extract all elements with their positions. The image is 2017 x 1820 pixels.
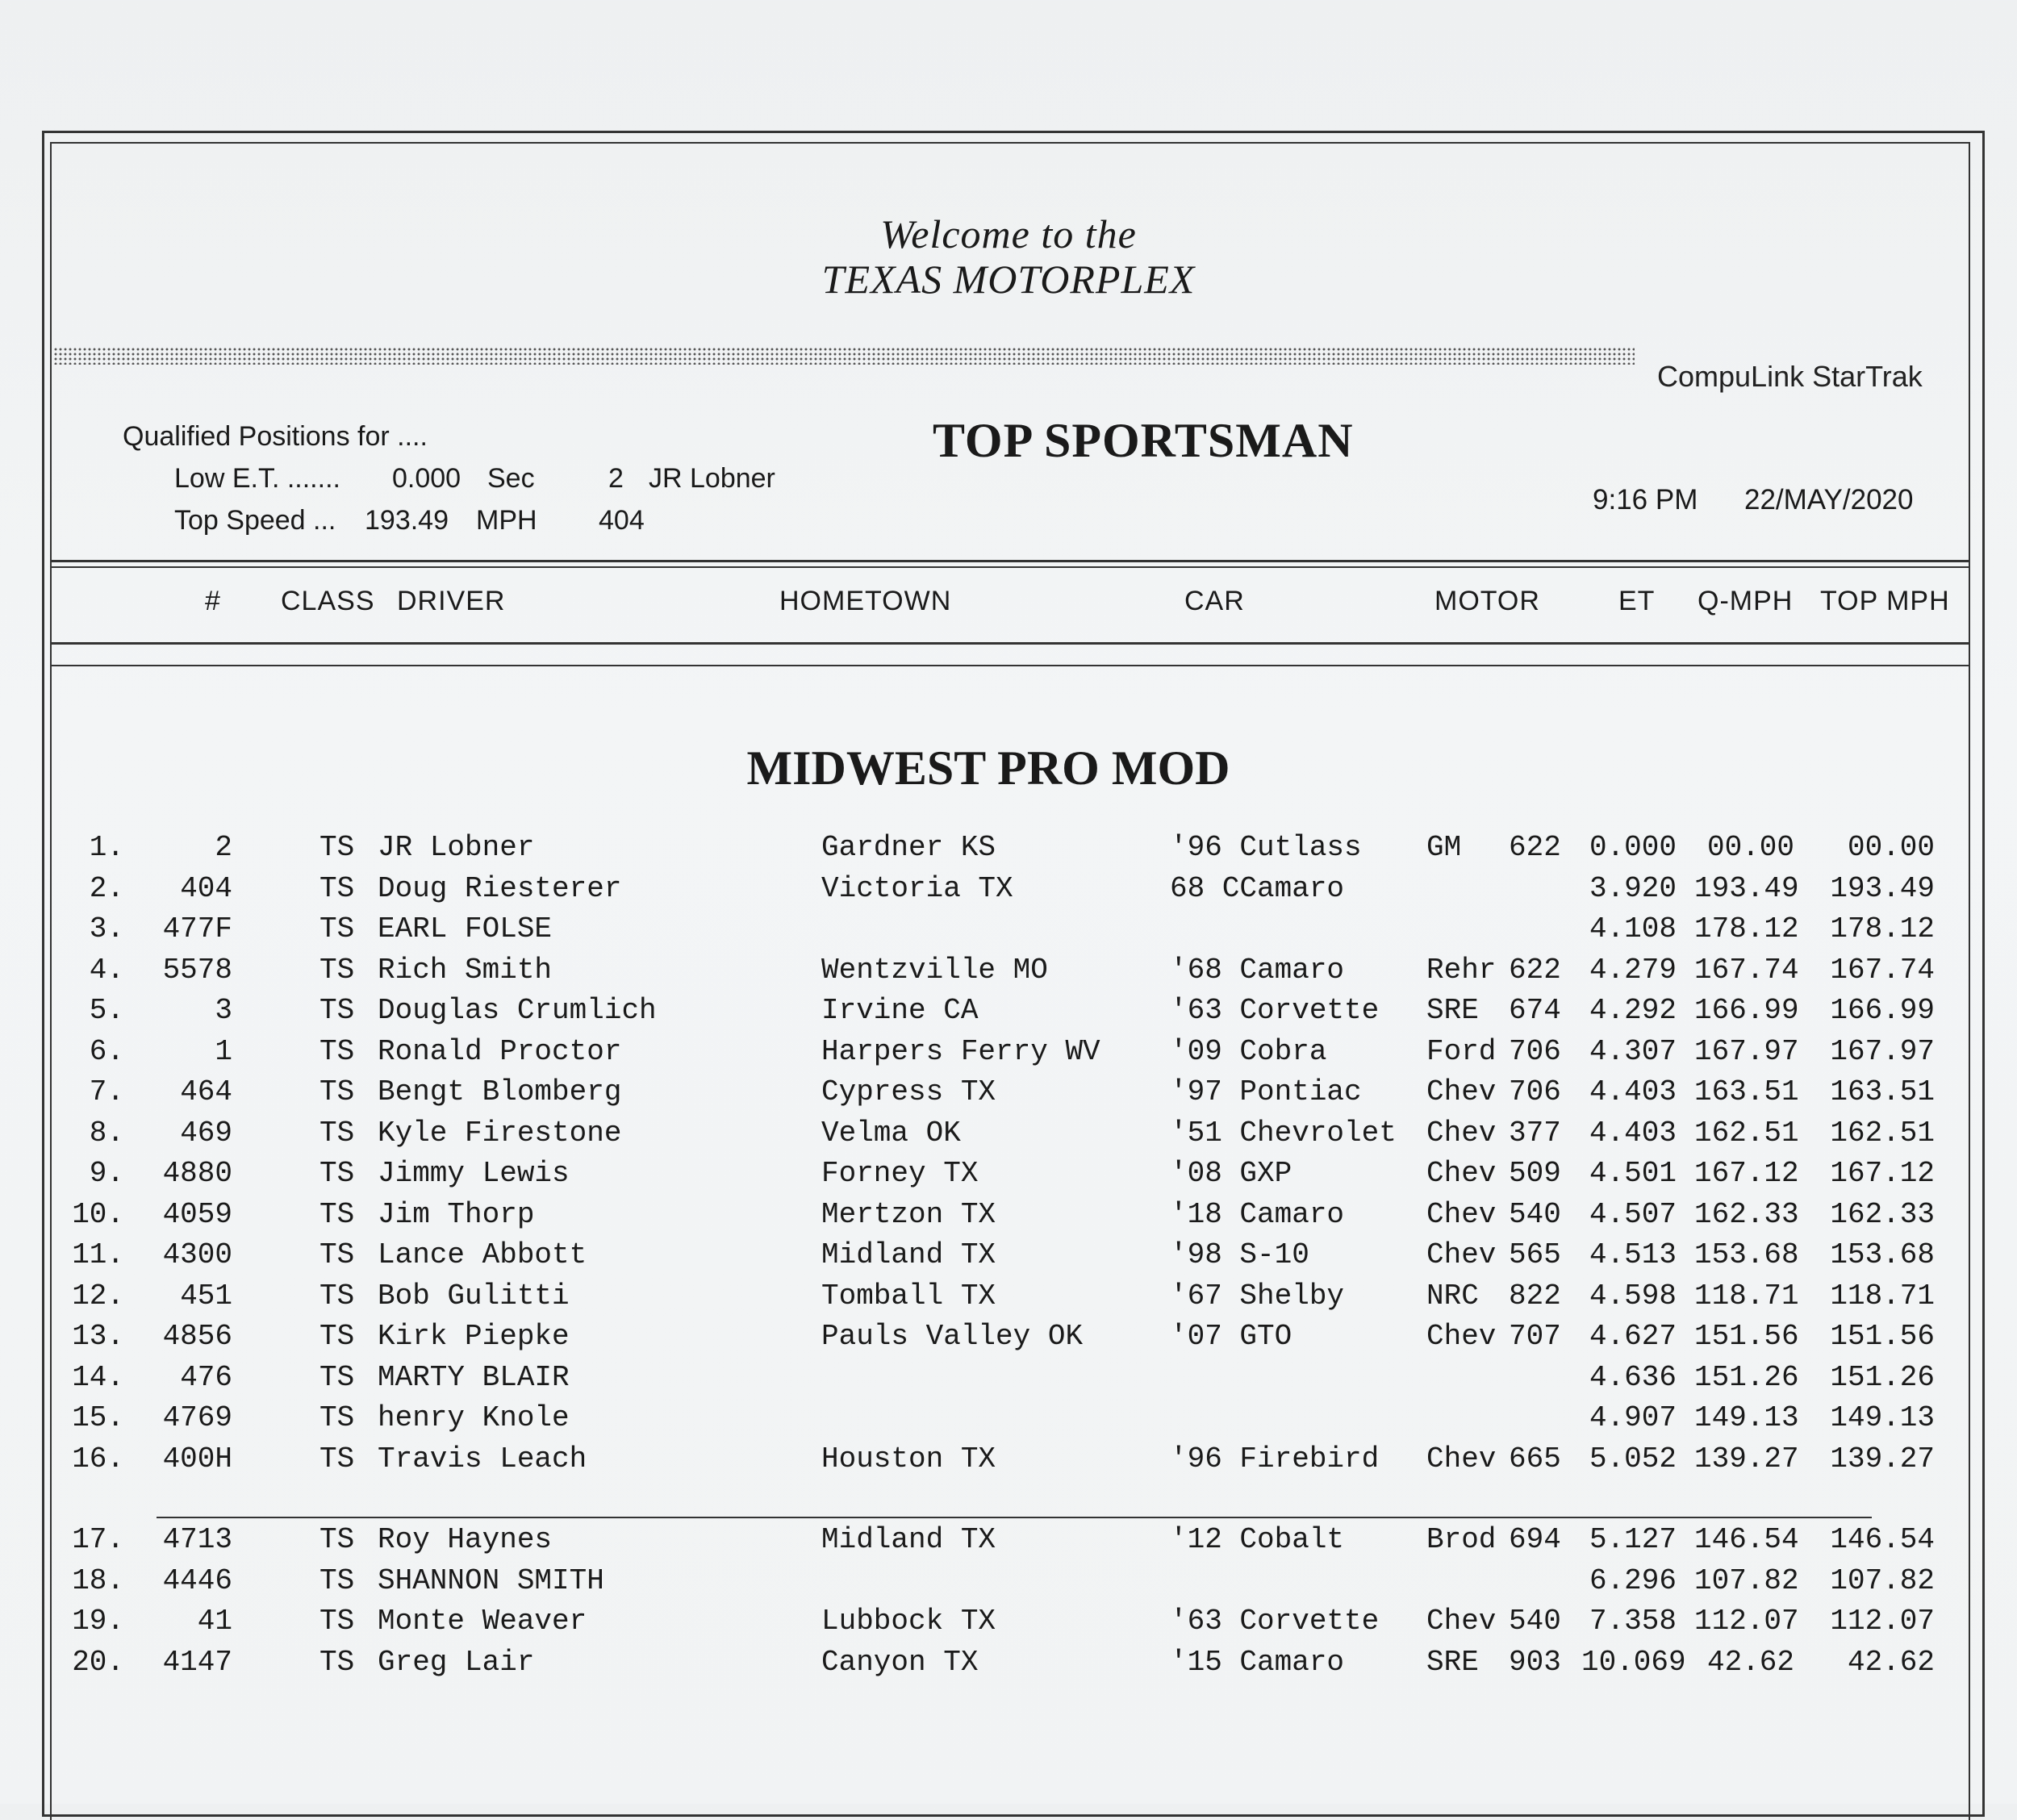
car-number-cell: 4059 [162, 1197, 232, 1231]
car-cell: '63 Corvette [1170, 994, 1380, 1027]
position-cell: 3. [89, 912, 124, 945]
class-cell: TS [319, 1320, 355, 1353]
low-et-driver: JR Lobner [649, 463, 775, 494]
et-cell: 4.307 [1589, 1034, 1677, 1068]
driver-cell: henry Knole [378, 1401, 570, 1434]
q-mph-cell: 107.82 [1694, 1563, 1799, 1597]
header-rule-top-2 [50, 566, 1970, 568]
motor-cell: Rehr [1426, 953, 1497, 987]
car-cell: '67 Shelby [1170, 1279, 1345, 1313]
q-mph-cell: 00.00 [1706, 831, 1794, 864]
position-cell: 15. [72, 1401, 124, 1434]
hometown-cell: Lubbock TX [821, 1605, 996, 1638]
col-header-class: CLASS [281, 586, 375, 616]
qualified-label: Qualified Positions for .... [123, 421, 428, 452]
car-number-cell: 477F [162, 912, 232, 945]
motor-cell: Chev [1426, 1238, 1497, 1271]
q-mph-cell: 167.12 [1694, 1157, 1799, 1190]
et-cell: 4.513 [1589, 1238, 1677, 1271]
motor-cell: Chev [1426, 1442, 1497, 1476]
position-cell: 9. [89, 1157, 124, 1190]
top-mph-cell: 166.99 [1830, 994, 1935, 1027]
table-row [0, 1320, 2017, 1360]
motor-cell: Chev [1426, 1075, 1497, 1108]
welcome-line-1: Welcome to the [880, 211, 1137, 257]
header-rule-bottom-2 [50, 665, 1970, 666]
et-cell: 4.501 [1589, 1157, 1677, 1190]
header-rule-top [50, 560, 1970, 562]
car-number-cell: 4713 [162, 1523, 232, 1556]
driver-cell: Monte Weaver [378, 1605, 587, 1638]
car-cell: '63 Corvette [1170, 1605, 1380, 1638]
top-mph-cell: 139.27 [1830, 1442, 1935, 1476]
table-row [0, 1075, 2017, 1116]
car-cell: '96 Firebird [1170, 1442, 1380, 1476]
low-et-unit: Sec [487, 463, 535, 494]
top-mph-cell: 162.33 [1830, 1197, 1935, 1231]
q-mph-cell: 193.49 [1694, 871, 1799, 905]
q-mph-cell: 112.07 [1694, 1605, 1799, 1638]
table-row [0, 1564, 2017, 1605]
hometown-cell: Velma OK [821, 1116, 961, 1150]
car-number-cell: 4880 [162, 1157, 232, 1190]
car-number-cell: 1 [215, 1034, 232, 1068]
displacement-cell: 903 [1509, 1645, 1561, 1679]
car-cell: '18 Camaro [1170, 1197, 1345, 1231]
q-mph-cell: 153.68 [1694, 1238, 1799, 1271]
car-number-cell: 469 [180, 1116, 232, 1150]
displacement-cell: 622 [1509, 953, 1561, 987]
top-mph-cell: 42.62 [1847, 1645, 1935, 1679]
top-mph-cell: 162.51 [1830, 1116, 1935, 1150]
col-header-hometown: HOMETOWN [779, 586, 952, 616]
hometown-cell: Midland TX [821, 1523, 996, 1556]
motor-cell: Chev [1426, 1157, 1497, 1190]
top-mph-cell: 167.97 [1830, 1034, 1935, 1068]
top-mph-cell: 107.82 [1830, 1563, 1935, 1597]
position-cell: 6. [89, 1034, 124, 1068]
table-row [0, 872, 2017, 912]
q-mph-cell: 178.12 [1694, 912, 1799, 945]
driver-cell: Bengt Blomberg [378, 1075, 622, 1108]
driver-cell: Douglas Crumlich [378, 994, 657, 1027]
top-mph-cell: 163.51 [1830, 1075, 1935, 1108]
low-et-label: Low E.T. ....... [174, 463, 340, 494]
et-cell: 4.507 [1589, 1197, 1677, 1231]
driver-cell: Roy Haynes [378, 1523, 553, 1556]
top-mph-cell: 149.13 [1830, 1401, 1935, 1434]
car-number-cell: 451 [180, 1279, 232, 1313]
motor-cell: Ford [1426, 1034, 1497, 1068]
motor-cell: GM [1426, 831, 1462, 864]
position-cell: 4. [89, 953, 124, 987]
et-cell: 4.627 [1589, 1320, 1677, 1353]
driver-cell: EARL FOLSE [378, 912, 553, 945]
displacement-cell: 694 [1509, 1523, 1561, 1556]
col-header-car: CAR [1184, 586, 1245, 616]
class-cell: TS [319, 1605, 355, 1638]
motor-cell: SRE [1426, 1645, 1479, 1679]
top-mph-cell: 167.74 [1830, 953, 1935, 987]
top-mph-cell: 118.71 [1830, 1279, 1935, 1313]
q-mph-cell: 166.99 [1694, 994, 1799, 1027]
position-cell: 19. [72, 1605, 124, 1638]
hometown-cell: Houston TX [821, 1442, 996, 1476]
car-cell: '08 GXP [1170, 1157, 1292, 1190]
top-mph-cell: 167.12 [1830, 1157, 1935, 1190]
top-speed-car-number: 404 [599, 505, 645, 536]
dotted-divider [53, 347, 1635, 365]
et-cell: 4.636 [1589, 1360, 1677, 1394]
class-cell: TS [319, 1645, 355, 1679]
position-cell: 18. [72, 1563, 124, 1597]
class-cell: TS [319, 1523, 355, 1556]
class-cell: TS [319, 1563, 355, 1597]
car-number-cell: 400H [162, 1442, 232, 1476]
position-cell: 17. [72, 1523, 124, 1556]
driver-cell: Lance Abbott [378, 1238, 587, 1271]
class-cell: TS [319, 1401, 355, 1434]
hometown-cell: Pauls Valley OK [821, 1320, 1084, 1353]
table-row [0, 1523, 2017, 1563]
print-time: 9:16 PM [1593, 484, 1698, 516]
hometown-cell: Canyon TX [821, 1645, 979, 1679]
q-mph-cell: 42.62 [1706, 1645, 1794, 1679]
position-cell: 5. [89, 994, 124, 1027]
header-rule-bottom [50, 642, 1970, 645]
low-et-car-number: 2 [608, 463, 624, 494]
motor-cell: Brod [1426, 1523, 1497, 1556]
section-title: MIDWEST PRO MOD [746, 741, 1230, 795]
table-row [0, 994, 2017, 1034]
car-number-cell: 3 [215, 994, 232, 1027]
driver-cell: Rich Smith [378, 953, 553, 987]
car-number-cell: 4769 [162, 1401, 232, 1434]
et-cell: 0.000 [1589, 831, 1677, 864]
driver-cell: Bob Gulitti [378, 1279, 570, 1313]
class-cell: TS [319, 1279, 355, 1313]
class-cell: TS [319, 994, 355, 1027]
top-mph-cell: 00.00 [1847, 831, 1935, 864]
displacement-cell: 509 [1509, 1157, 1561, 1190]
col-header-et: ET [1618, 586, 1656, 616]
car-number-cell: 5578 [162, 953, 232, 987]
q-mph-cell: 149.13 [1694, 1401, 1799, 1434]
driver-cell: Greg Lair [378, 1645, 535, 1679]
top-speed-row [174, 505, 645, 536]
position-cell: 1. [89, 831, 124, 864]
hometown-cell: Mertzon TX [821, 1197, 996, 1231]
displacement-cell: 377 [1509, 1116, 1561, 1150]
q-mph-cell: 162.33 [1694, 1197, 1799, 1231]
displacement-cell: 540 [1509, 1605, 1561, 1638]
hometown-cell: Tomball TX [821, 1279, 996, 1313]
motor-cell: Chev [1426, 1320, 1497, 1353]
top-speed-unit: MPH [476, 505, 537, 536]
class-cell: TS [319, 1197, 355, 1231]
table-row [0, 1117, 2017, 1157]
driver-cell: Jimmy Lewis [378, 1157, 570, 1190]
q-mph-cell: 146.54 [1694, 1523, 1799, 1556]
hometown-cell: Victoria TX [821, 871, 1013, 905]
q-mph-cell: 162.51 [1694, 1116, 1799, 1150]
car-cell: '07 GTO [1170, 1320, 1292, 1353]
displacement-cell: 665 [1509, 1442, 1561, 1476]
q-mph-cell: 151.56 [1694, 1320, 1799, 1353]
table-row [0, 1646, 2017, 1686]
et-cell: 4.907 [1589, 1401, 1677, 1434]
motor-cell: NRC [1426, 1279, 1479, 1313]
table-row [0, 1198, 2017, 1238]
top-mph-cell: 153.68 [1830, 1238, 1935, 1271]
car-cell: '68 Camaro [1170, 953, 1345, 987]
table-row [0, 1605, 2017, 1645]
position-cell: 12. [72, 1279, 124, 1313]
class-cell: TS [319, 1442, 355, 1476]
class-cell: TS [319, 1116, 355, 1150]
class-cell: TS [319, 871, 355, 905]
displacement-cell: 822 [1509, 1279, 1561, 1313]
low-et-value: 0.000 [392, 463, 461, 494]
et-cell: 5.127 [1589, 1523, 1677, 1556]
col-header-number: # [205, 586, 221, 616]
et-cell: 10.069 [1581, 1645, 1686, 1679]
q-mph-cell: 167.97 [1694, 1034, 1799, 1068]
position-cell: 2. [89, 871, 124, 905]
class-cell: TS [319, 1075, 355, 1108]
print-date: 22/MAY/2020 [1744, 484, 1914, 516]
q-mph-cell: 163.51 [1694, 1075, 1799, 1108]
displacement-cell: 540 [1509, 1197, 1561, 1231]
col-header-top-mph: TOP MPH [1820, 586, 1950, 616]
class-cell: TS [319, 1034, 355, 1068]
top-mph-cell: 193.49 [1830, 871, 1935, 905]
position-cell: 7. [89, 1075, 124, 1108]
col-header-q-mph: Q-MPH [1698, 586, 1794, 616]
table-row [0, 1401, 2017, 1442]
position-cell: 20. [72, 1645, 124, 1679]
car-number-cell: 4147 [162, 1645, 232, 1679]
position-cell: 14. [72, 1360, 124, 1394]
driver-cell: MARTY BLAIR [378, 1360, 570, 1394]
hometown-cell: Irvine CA [821, 994, 979, 1027]
class-cell: TS [319, 953, 355, 987]
displacement-cell: 674 [1509, 994, 1561, 1027]
driver-cell: Ronald Proctor [378, 1034, 622, 1068]
car-number-cell: 4446 [162, 1563, 232, 1597]
et-cell: 6.296 [1589, 1563, 1677, 1597]
car-cell: '15 Camaro [1170, 1645, 1345, 1679]
displacement-cell: 706 [1509, 1075, 1561, 1108]
top-speed-value: 193.49 [365, 505, 449, 536]
top-mph-cell: 178.12 [1830, 912, 1935, 945]
position-cell: 11. [72, 1238, 124, 1271]
position-cell: 16. [72, 1442, 124, 1476]
car-cell: '51 Chevrolet [1170, 1116, 1397, 1150]
et-cell: 4.279 [1589, 953, 1677, 987]
low-et-row [174, 463, 775, 495]
col-header-driver: DRIVER [397, 586, 506, 616]
car-number-cell: 464 [180, 1075, 232, 1108]
car-number-cell: 2 [215, 831, 232, 864]
driver-cell: Travis Leach [378, 1442, 587, 1476]
table-row [0, 1361, 2017, 1401]
top-mph-cell: 151.26 [1830, 1360, 1935, 1394]
car-cell: '98 S-10 [1170, 1238, 1309, 1271]
et-cell: 3.920 [1589, 871, 1677, 905]
cutoff-rule [157, 1517, 1872, 1518]
table-row [0, 954, 2017, 994]
hometown-cell: Forney TX [821, 1157, 979, 1190]
q-mph-cell: 167.74 [1694, 953, 1799, 987]
et-cell: 4.108 [1589, 912, 1677, 945]
position-cell: 8. [89, 1116, 124, 1150]
car-cell: '96 Cutlass [1170, 831, 1362, 864]
hometown-cell: Harpers Ferry WV [821, 1034, 1100, 1068]
hometown-cell: Wentzville MO [821, 953, 1048, 987]
displacement-cell: 565 [1509, 1238, 1561, 1271]
et-cell: 4.598 [1589, 1279, 1677, 1313]
motor-cell: Chev [1426, 1197, 1497, 1231]
driver-cell: Jim Thorp [378, 1197, 535, 1231]
car-number-cell: 41 [197, 1605, 232, 1638]
welcome-line-2: TEXAS MOTORPLEX [821, 257, 1196, 302]
q-mph-cell: 118.71 [1694, 1279, 1799, 1313]
displacement-cell: 622 [1509, 831, 1561, 864]
top-mph-cell: 151.56 [1830, 1320, 1935, 1353]
car-number-cell: 4856 [162, 1320, 232, 1353]
table-row [0, 1442, 2017, 1483]
position-cell: 10. [72, 1197, 124, 1231]
car-number-cell: 404 [180, 871, 232, 905]
page-title: TOP SPORTSMAN [933, 414, 1354, 467]
class-cell: TS [319, 1157, 355, 1190]
et-cell: 4.403 [1589, 1075, 1677, 1108]
top-speed-label: Top Speed ... [174, 505, 336, 536]
brand-label: CompuLink StarTrak [1657, 360, 1923, 393]
top-mph-cell: 146.54 [1830, 1523, 1935, 1556]
car-cell: '09 Cobra [1170, 1034, 1327, 1068]
car-number-cell: 4300 [162, 1238, 232, 1271]
q-mph-cell: 139.27 [1694, 1442, 1799, 1476]
top-mph-cell: 112.07 [1830, 1605, 1935, 1638]
class-cell: TS [319, 912, 355, 945]
hometown-cell: Midland TX [821, 1238, 996, 1271]
welcome-heading [0, 211, 2017, 302]
motor-cell: Chev [1426, 1605, 1497, 1638]
hometown-cell: Gardner KS [821, 831, 996, 864]
driver-cell: Kyle Firestone [378, 1116, 622, 1150]
car-cell: '12 Cobalt [1170, 1523, 1345, 1556]
et-cell: 7.358 [1589, 1605, 1677, 1638]
table-row [0, 1279, 2017, 1320]
driver-cell: Doug Riesterer [378, 871, 622, 905]
class-cell: TS [319, 831, 355, 864]
table-row [0, 1035, 2017, 1075]
class-cell: TS [319, 1238, 355, 1271]
driver-cell: Kirk Piepke [378, 1320, 570, 1353]
et-cell: 4.403 [1589, 1116, 1677, 1150]
motor-cell: SRE [1426, 994, 1479, 1027]
et-cell: 5.052 [1589, 1442, 1677, 1476]
displacement-cell: 707 [1509, 1320, 1561, 1353]
motor-cell: Chev [1426, 1116, 1497, 1150]
car-number-cell: 476 [180, 1360, 232, 1394]
table-row [0, 831, 2017, 871]
col-header-motor: MOTOR [1434, 586, 1540, 616]
position-cell: 13. [72, 1320, 124, 1353]
q-mph-cell: 151.26 [1694, 1360, 1799, 1394]
displacement-cell: 706 [1509, 1034, 1561, 1068]
hometown-cell: Cypress TX [821, 1075, 996, 1108]
driver-cell: JR Lobner [378, 831, 535, 864]
table-row [0, 1157, 2017, 1197]
car-cell: 68 CCamaro [1170, 871, 1345, 905]
table-row [0, 1238, 2017, 1279]
car-cell: '97 Pontiac [1170, 1075, 1362, 1108]
et-cell: 4.292 [1589, 994, 1677, 1027]
driver-cell: SHANNON SMITH [378, 1563, 604, 1597]
class-cell: TS [319, 1360, 355, 1394]
table-row [0, 912, 2017, 953]
